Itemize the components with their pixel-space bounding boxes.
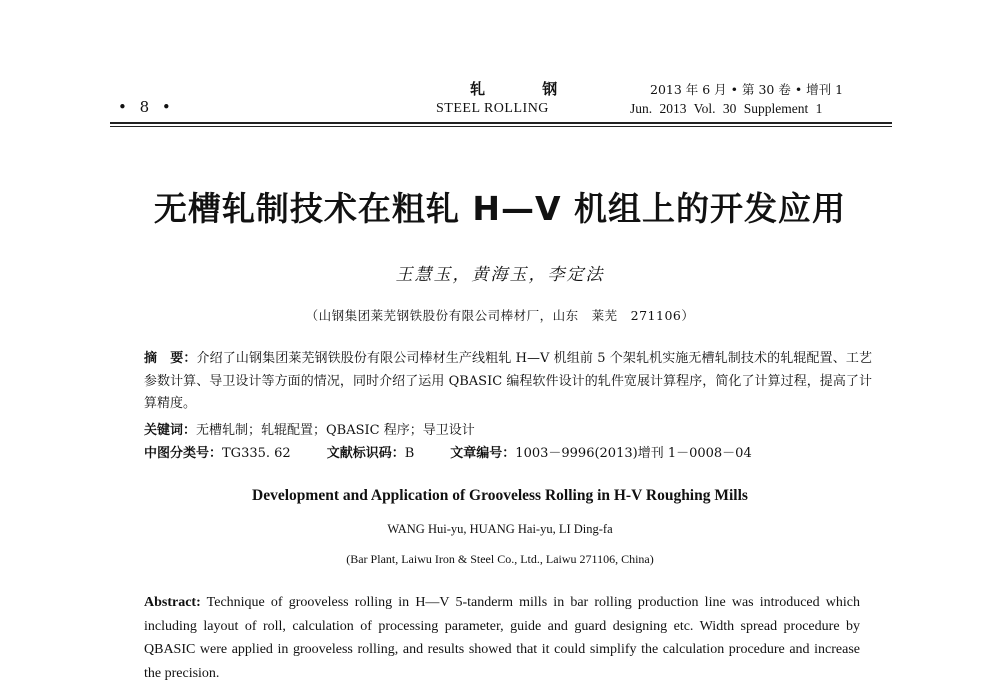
journal-name-cn: 轧 钢 [470, 80, 584, 98]
issue-info-en: Jun. 2013 Vol. 30 Supplement 1 [630, 101, 823, 116]
classification-line [144, 443, 872, 466]
abstract-en [144, 591, 860, 685]
keywords-cn [144, 420, 872, 443]
authors-cn: 王慧玉，黄海玉，李定法 [395, 265, 605, 285]
abstract-en-label: Abstract: [144, 595, 201, 610]
issue-info-cn: 2013 年 6 月 • 第 30 卷 • 增刊 1 [650, 82, 844, 97]
header-rule-thin [110, 126, 892, 127]
article-title-cn: 无槽轧制技术在粗轧 H—V 机组上的开发应用 [153, 189, 847, 228]
class-no-label: 中图分类号： [144, 446, 223, 461]
doc-code-label: 文献标识码： [326, 446, 405, 461]
class-no: TG335. 62 [222, 446, 291, 461]
page-number: • 8 • [118, 98, 175, 116]
article-title-en: Development and Application of Grooveless Rolling in H-V Roughing Mills [252, 487, 748, 504]
keywords-cn-text: 无槽轧制；轧辊配置；QBASIC 程序；导卫设计 [196, 423, 475, 438]
authors-en: WANG Hui-yu, HUANG Hai-yu, LI Ding-fa [387, 522, 613, 536]
journal-name-en: STEEL ROLLING [436, 101, 549, 116]
abstract-cn-label: 摘 要： [144, 351, 197, 366]
affiliation-cn: （山钢集团莱芜钢铁股份有限公司棒材厂，山东 莱芜 271106） [305, 308, 695, 323]
doc-code: B [404, 446, 415, 461]
abstract-cn-text: 介绍了山钢集团莱芜钢铁股份有限公司棒材生产线粗轧 H—V 机组前 5 个架轧机实施无槽轧制技术的轧辊配置、工艺参数计算、导卫设计等方面的情况，同时介绍了运用 QBASIC 编程软件设计的轧件宽展计算程序，简化了计算过程，提高了计算精度。 [144, 351, 872, 411]
article-no: 1003－9996(2013)增刊 1－0008－04 [515, 446, 752, 461]
abstract-en-text: Technique of grooveless rolling in H—V 5-tanderm mills in bar rolling production line was introduced which including layout of roll, calculation of processing parameter, guide and guard designing etc. Width spread procedure by QBASIC were applied in grooveless rolling, and results showed that it could simplify the calculation procedure and increase the precision. [144, 595, 860, 681]
keywords-cn-label: 关键词： [144, 423, 197, 438]
header-rule-thick [110, 122, 892, 124]
abstract-cn [144, 348, 872, 416]
article-no-label: 文章编号： [450, 446, 516, 461]
affiliation-en: (Bar Plant, Laiwu Iron & Steel Co., Ltd., Laiwu 271106, China) [346, 552, 654, 566]
